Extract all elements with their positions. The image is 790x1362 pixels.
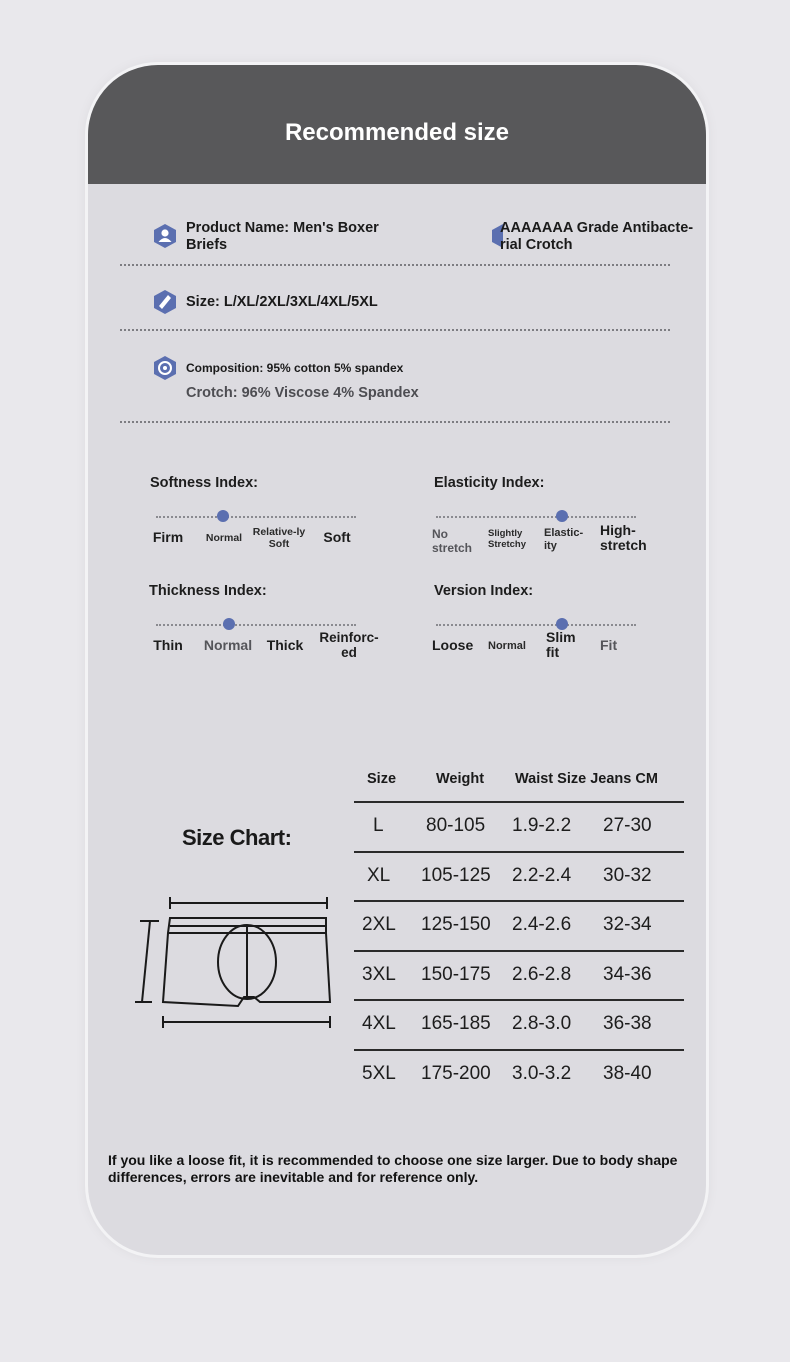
elasticity-label-high-stretch: High-stretch [600, 522, 647, 553]
softness-title: Softness Index: [150, 475, 258, 491]
cell-weight: 80-105 [426, 815, 486, 836]
version-scale [436, 624, 636, 626]
divider [120, 329, 670, 331]
thickness-label-thick: Thick [266, 637, 304, 653]
version-label-normal: Normal [488, 640, 526, 652]
crotch-composition: Crotch: 96% Viscose 4% Spandex [186, 385, 419, 401]
cell-waist: 3.0-3.2 [512, 1062, 572, 1084]
elasticity-label-elasticity: Elastic-ity [544, 527, 584, 552]
cell-size: 3XL [362, 963, 396, 985]
boxer-diagram-icon [134, 891, 334, 1031]
table-row [354, 902, 684, 952]
elasticity-label-no-stretch: No stretch [432, 527, 473, 555]
softness-label-relatively-soft: Relative-ly Soft [252, 526, 306, 550]
thickness-label-normal: Normal [203, 637, 253, 653]
fit-note: If you like a loose fit, it is recommended to choose one size larger. Due to body shape differences, errors are inevitable and for reference only. [108, 1152, 678, 1185]
size-table [354, 765, 684, 1100]
table-row [354, 1051, 684, 1101]
softness-label-soft: Soft [323, 529, 351, 545]
cell-size: 5XL [362, 1062, 396, 1084]
elasticity-title: Elasticity Index: [434, 475, 545, 491]
version-title: Version Index: [434, 583, 534, 599]
fabric-icon [153, 355, 177, 381]
size-range: Size: L/XL/2XL/3XL/4XL/5XL [186, 294, 378, 310]
thickness-title: Thickness Index: [149, 583, 267, 599]
product-name: Product Name: Men's Boxer Briefs [186, 220, 379, 253]
header-size: Size [367, 771, 397, 787]
elasticity-marker [556, 510, 568, 522]
softness-label-firm: Firm [152, 529, 184, 545]
softness-scale [156, 516, 356, 518]
elasticity-scale [436, 516, 636, 518]
table-row [354, 853, 684, 903]
composition: Composition: 95% cotton 5% spandex [186, 361, 404, 375]
antibacterial-feature [500, 220, 705, 254]
cell-waist: 2.2-2.4 [512, 864, 572, 886]
table-header [354, 765, 684, 803]
cell-waist: 2.6-2.8 [512, 963, 572, 985]
version-label-fit: Fit [600, 637, 618, 653]
thickness-label-thin: Thin [153, 637, 183, 653]
cell-weight: 150-175 [421, 963, 491, 985]
cell-cm: 30-32 [603, 864, 652, 886]
cell-waist: 2.4-2.6 [512, 914, 572, 935]
thickness-marker [223, 618, 235, 630]
thickness-scale [156, 624, 356, 626]
cell-size: 2XL [362, 914, 396, 935]
divider [120, 421, 670, 423]
cell-weight: 165-185 [421, 1013, 491, 1034]
page-title: Recommended size [88, 65, 706, 184]
table-row [354, 803, 684, 853]
cell-cm: 32-34 [603, 914, 652, 935]
cell-cm: 38-40 [603, 1062, 652, 1084]
softness-label-normal: Normal [205, 532, 243, 544]
cell-weight: 175-200 [421, 1062, 491, 1084]
thickness-label-reinforced: Reinforc-ed [319, 630, 379, 660]
cell-cm: 34-36 [603, 963, 652, 985]
size-chart-title: Size Chart: [182, 825, 292, 850]
version-label-slim-fit: Slim fit [546, 629, 576, 660]
table-row [354, 952, 684, 1002]
cell-cm: 27-30 [603, 815, 652, 836]
version-label-loose: Loose [432, 637, 474, 653]
divider [120, 264, 670, 266]
ruler-icon [153, 289, 177, 315]
cell-cm: 36-38 [603, 1013, 652, 1034]
softness-marker [217, 510, 229, 522]
cell-size: 4XL [362, 1013, 396, 1034]
elasticity-label-slightly-stretchy: Slightly Stretchy [488, 528, 527, 550]
header-weight: Weight [436, 771, 485, 787]
user-icon [153, 223, 177, 249]
table-row [354, 1001, 684, 1051]
header-waist-jeans: Waist Size Jeans CM [515, 771, 658, 787]
cell-waist: 2.8-3.0 [512, 1013, 572, 1034]
cell-size: L [373, 815, 384, 836]
size-card [88, 65, 706, 1255]
antibacterial-text: AAAAAAA Grade Antibacte-rial Crotch [500, 220, 694, 253]
cell-waist: 1.9-2.2 [512, 815, 572, 836]
cell-size: XL [367, 864, 391, 886]
cell-weight: 125-150 [421, 914, 491, 935]
cell-weight: 105-125 [421, 864, 491, 886]
